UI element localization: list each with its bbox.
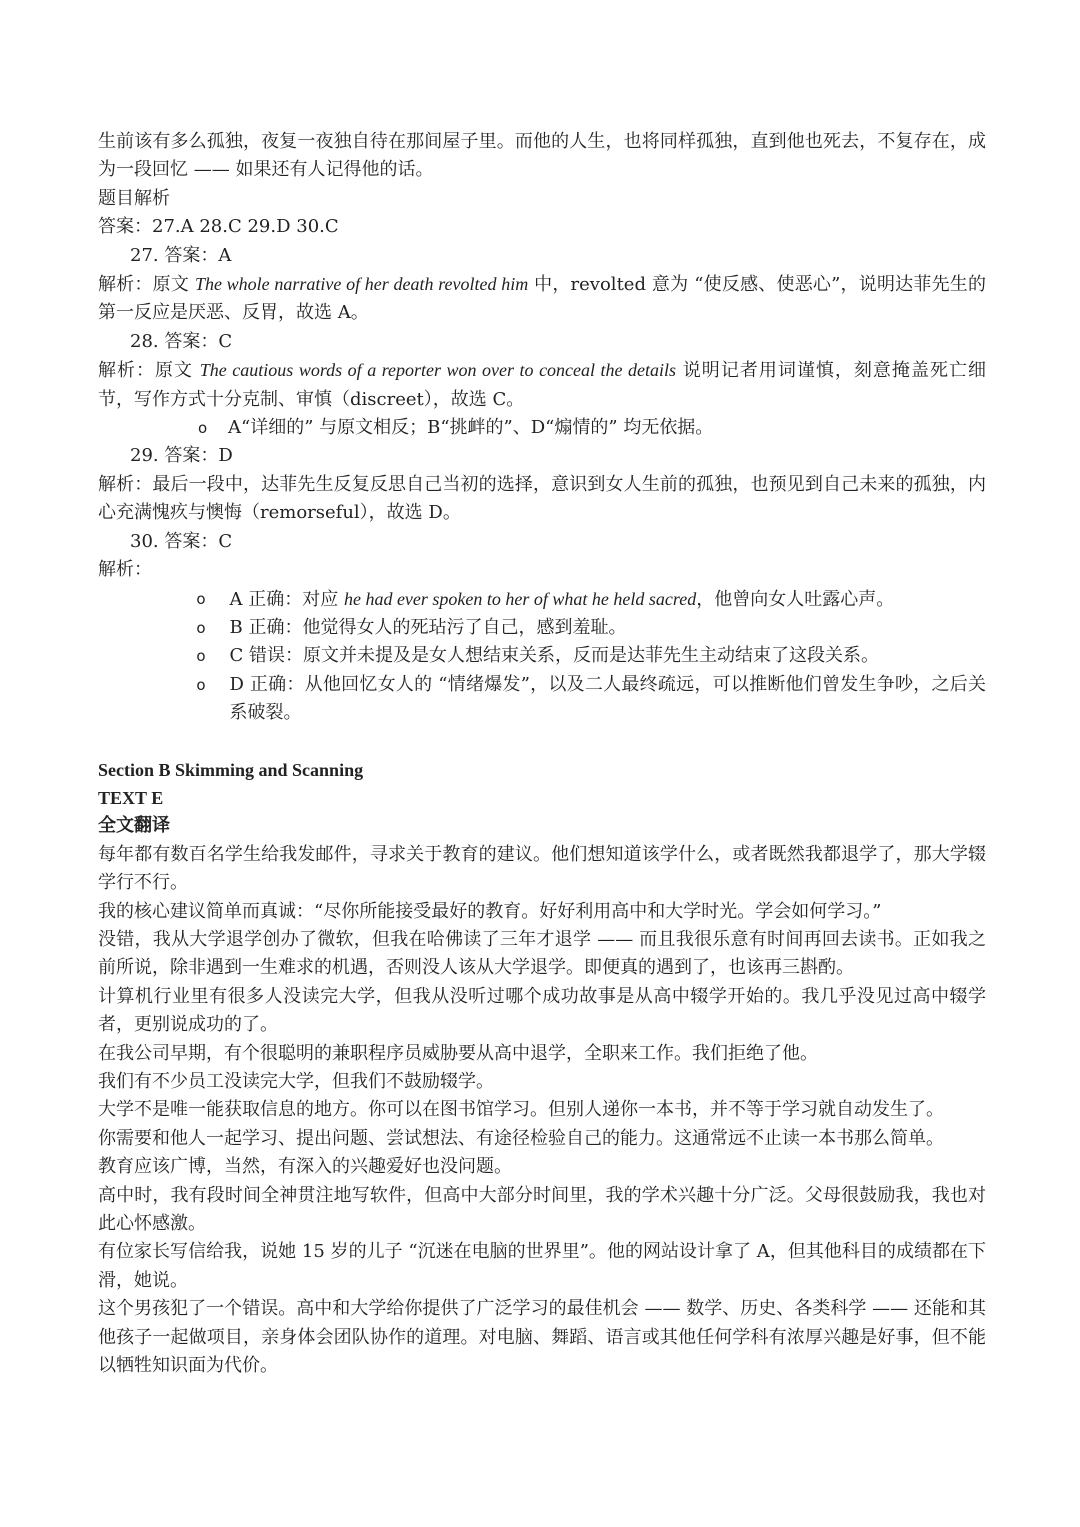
q30-answer: 30. 答案：C [130,530,233,552]
paragraph: 我们有不少员工没读完大学，但我们不鼓励辍学。 [98,1071,494,1092]
q28-quote: The cautious words of a reporter won over to conceal the details [199,360,677,381]
q28-post: 说明记者用词谨慎，刻意掩盖死亡细节，写作方式十分克制、审慎（discreet），故选 C。 [98,360,986,410]
bullet-icon: o [196,675,206,694]
paragraph: 计算机行业里有很多人没读完大学，但我从没听过哪个成功故事是从高中辍学开始的。我几乎没见过高中辍学者，更别说成功的了。 [98,985,986,1036]
analysis-title: 题目解析 [98,187,170,209]
document-page [98,128,986,1380]
paragraph: 教育应该广博，当然，有深入的兴趣爱好也没问题。 [98,1156,512,1178]
q28-analysis [98,356,986,414]
paragraph: 每年都有数百名学生给我发邮件，寻求关于教育的建议。他们想知道该学什么，或者既然我都退学了，那大学辍学行不行。 [98,843,986,894]
q28-pre: 解析：原文 [98,360,200,382]
q27-quote: The whole narrative of her death revolted him [194,274,529,295]
answers-line: 答案：27.A 28.C 29.D 30.C [98,216,339,238]
q30-a-post: ，他曾向女人吐露心声。 [696,588,895,610]
q30-a-quote: he had ever spoken to her of what he held sacred [343,588,697,609]
q30-c-text: C 错误：原文并未提及是女人想结束关系，反而是达菲先生主动结束了这段关系。 [229,645,879,667]
translation-title: 全文翻译 [98,815,170,837]
paragraph: 没错，我从大学退学创办了微软，但我在哈佛读了三年才退学 —— 而且我很乐意有时间再回去读书。正如我之前所说，除非遇到一生难求的机遇，否则没人该从大学退学。即便真的遇到了，也该再三斟酌。 [98,928,986,979]
q30-a-pre: A 正确：对应 [229,588,344,610]
q30-bullet-b [98,614,986,642]
paragraph: 我的核心建议简单而真诚：“尽你所能接受最好的教育。好好利用高中和大学时光。学会如何学习。” [98,900,882,922]
paragraph: 有位家长写信给我，说她 15 岁的儿子 “沉迷在电脑的世界里”。他的网站设计拿了 A，但其他科目的成绩都在下滑，她说。 [98,1241,986,1291]
bullet-icon: o [196,647,206,666]
q27-analysis [98,270,986,328]
bullet-icon: o [196,589,206,608]
bullet-icon: o [198,419,208,438]
q28-bullet [98,414,986,442]
q27-post: 中，revolted 意为 “使反感、使恶心”，说明达菲先生的第一反应是厌恶、反胃，故选 A。 [98,274,986,324]
q30-bullet-a [98,585,986,614]
paragraph: 你需要和他人一起学习、提出问题、尝试想法、有途径检验自己的能力。这通常远不止读一本书那么简单。 [98,1127,944,1149]
paragraph: 在我公司早期，有个很聪明的兼职程序员威胁要从高中退学，全职来工作。我们拒绝了他。 [98,1042,818,1064]
q30-b-text: B 正确：他觉得女人的死玷污了自己，感到羞耻。 [229,616,627,638]
paragraph: 高中时，我有段时间全神贯注地写软件，但高中大部分时间里，我的学术兴趣十分广泛。父母很鼓励我，我也对此心怀感激。 [98,1184,986,1235]
paragraph: 这个男孩犯了一个错误。高中和大学给你提供了广泛学习的最佳机会 —— 数学、历史、各类科学 —— 还能和其他孩子一起做项目，亲身体会团队协作的道理。对电脑、舞蹈、语言或其他任何学科有浓厚兴趣是好事，但不能以牺牲知识面为代价。 [98,1298,986,1377]
q29-answer: 29. 答案：D [130,445,233,467]
q30-bullet-c [98,642,986,670]
q27-pre: 解析：原文 [98,274,195,296]
q27-answer: 27. 答案：A [130,244,232,266]
q30-d-text: D 正确：从他回忆女人的 “情绪爆发”，以及二人最终疏远，可以推断他们曾发生争吵，之后关系破裂。 [229,673,986,724]
q28-bullet-text: A“详细的” 与原文相反；B“挑衅的”、D“煽情的” 均无依据。 [228,417,714,439]
q28-answer: 28. 答案：C [130,330,233,352]
section-title: Section B Skimming and Scanning [98,759,364,780]
q30-label: 解析： [98,559,152,581]
q29-analysis: 解析：最后一段中，达菲先生反复反思自己当初的选择，意识到女人生前的孤独，也预见到自己未来的孤独，内心充满愧疚与懊悔（remorseful），故选 D。 [98,473,986,524]
paragraph: 大学不是唯一能获取信息的地方。你可以在图书馆学习。但别人递你一本书，并不等于学习就自动发生了。 [98,1099,944,1121]
q30-bullet-d [98,671,986,728]
top-paragraph: 生前该有多么孤独，夜复一夜独自待在那间屋子里。而他的人生，也将同样孤独，直到他也死去，不复存在，成为一段回忆 —— 如果还有人记得他的话。 [98,131,986,181]
bullet-icon: o [196,618,206,637]
text-title: TEXT E [98,787,164,808]
